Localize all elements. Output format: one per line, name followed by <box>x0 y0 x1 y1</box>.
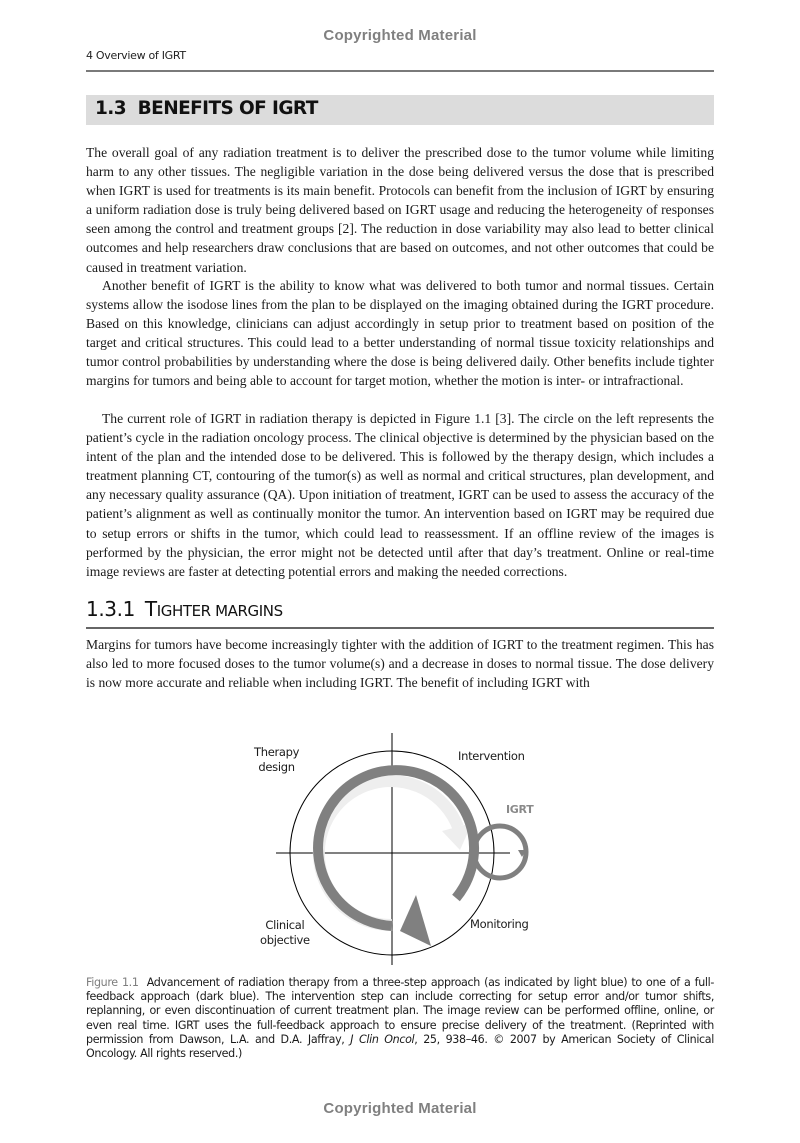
subsection-heading <box>86 597 283 621</box>
full-feedback-loop <box>318 770 474 926</box>
body-paragraph-2 <box>86 276 714 391</box>
running-head-rule <box>86 70 714 72</box>
paragraph-text: Another benefit of IGRT is the ability to know what was delivered to both tumor and normal tissues. Certain systems allow the isodose lines from the plan to be displayed on the imaging obtained during the IGRT procedure. Based on this knowledge, clinicians can adjust accordingly in setup prior to treatment based on position of the target and critical structures. This could lead to a better understanding of normal tissue toxicity relationships and tumor control probabilities by understanding where the dose is being delivered daily. Other benefits include tighter margins for tumors and being able to account for target motion, whether the motion is inter- or intrafractional. <box>86 278 714 389</box>
subsection-number: 1.3.1 <box>86 597 135 621</box>
running-head-title: Overview of IGRT <box>95 49 186 62</box>
figure-caption-label: Figure 1.1 <box>86 976 139 989</box>
page-number: 4 <box>86 49 93 62</box>
running-head <box>86 49 186 62</box>
paragraph-text: Margins for tumors have become increasingly tighter with the addition of IGRT to the treatment regimen. This has also led to more focused doses to the tumor volume(s) and a decrease in doses to normal tissue. The dose delivery is now more accurate and reliable when including IGRT. The benefit of including IGRT with <box>86 637 714 691</box>
paragraph-text: The current role of IGRT in radiation therapy is depicted in Figure 1.1 [3]. The circle on the left represents the patient’s cycle in the radiation oncology process. The clinical objective is determined by the physician based on the intent of the plan and the intended dose to be delivered. This is followed by the therapy design, which includes a treatment planning CT, contouring of the tumor(s) as well as normal and critical structures, plan development, and any necessary quality assurance (QA). Upon initiation of treatment, IGRT can be used to assess the accuracy of the patient’s alignment as well as continually monitor the tumor. An intervention based on IGRT may be required due to setup errors or shifts in the tumor, which could lead to reassessment. If an offline review of the images is performed by the physician, the error might not be detected until after that day’s treatment. Online or real-time image reviews are faster at detecting potential errors and making the needed corrections. <box>86 411 714 579</box>
label-clinical-objective: Clinical objective <box>260 918 310 947</box>
body-paragraph-3 <box>86 409 714 581</box>
figure-caption-text: Advancement of radiation therapy from a three-step approach (as indicated by light blue) to one of a full-feedback approach (dark blue). The intervention step can include correcting for setup error and/or tumor shifts, replanning, or even discontinuation of current treatment plan. The image review can be performed offline, online, or even real time. IGRT uses the full-feedback approach to ensure precise delivery of the treatment. (Reprinted with permission from Dawson, L.A. and D.A. Jaffray, <box>86 976 715 1046</box>
label-therapy-design: Therapy design <box>254 745 300 774</box>
figure-caption-citation: , 25, 938–46. © 2007 by American Society of Clinical Oncology. All rights reserved.) <box>86 1032 714 1061</box>
label-monitoring: Monitoring <box>470 917 529 931</box>
watermark-top: Copyrighted Material <box>323 27 477 44</box>
paragraph-text: The overall goal of any radiation treatment is to deliver the prescribed dose to the tumor volume while limiting harm to any other tissues. The negligible variation in the dose being delivered versus the dose that is prescribed when IGRT is used for treatments is its main benefit. Protocols can benefit from the inclusion of IGRT by ensuring a uniform radiation dose is truly being delivered based on IGRT usage and reducing the heterogeneity of responses seen among the control and treatment groups [2]. The reduction in dose variability may also lead to better clinical outcomes and help researchers draw conclusions that are based on outcomes, and not other outcomes that could be caused in treatment variation. <box>86 145 714 275</box>
subsection-title-initial: T <box>144 597 157 621</box>
body-paragraph-4 <box>86 635 714 692</box>
figure-caption <box>86 976 714 1061</box>
subsection-rule <box>86 627 714 629</box>
full-feedback-arrowhead-icon <box>400 895 431 946</box>
subsection-title-rest: IGHTER MARGINS <box>156 602 283 620</box>
watermark-bottom: Copyrighted Material <box>323 1100 477 1117</box>
figure-igrt-cycle <box>240 725 560 975</box>
igrt-loop <box>474 826 526 878</box>
section-heading-band <box>86 95 714 125</box>
body-paragraph-1 <box>86 143 714 277</box>
section-title: BENEFITS OF IGRT <box>137 98 318 119</box>
section-number: 1.3 <box>95 98 126 119</box>
figure-caption-journal: J Clin Oncol <box>350 1032 415 1046</box>
label-igrt: IGRT <box>506 803 534 816</box>
label-intervention: Intervention <box>458 749 525 763</box>
section-heading <box>86 95 714 119</box>
